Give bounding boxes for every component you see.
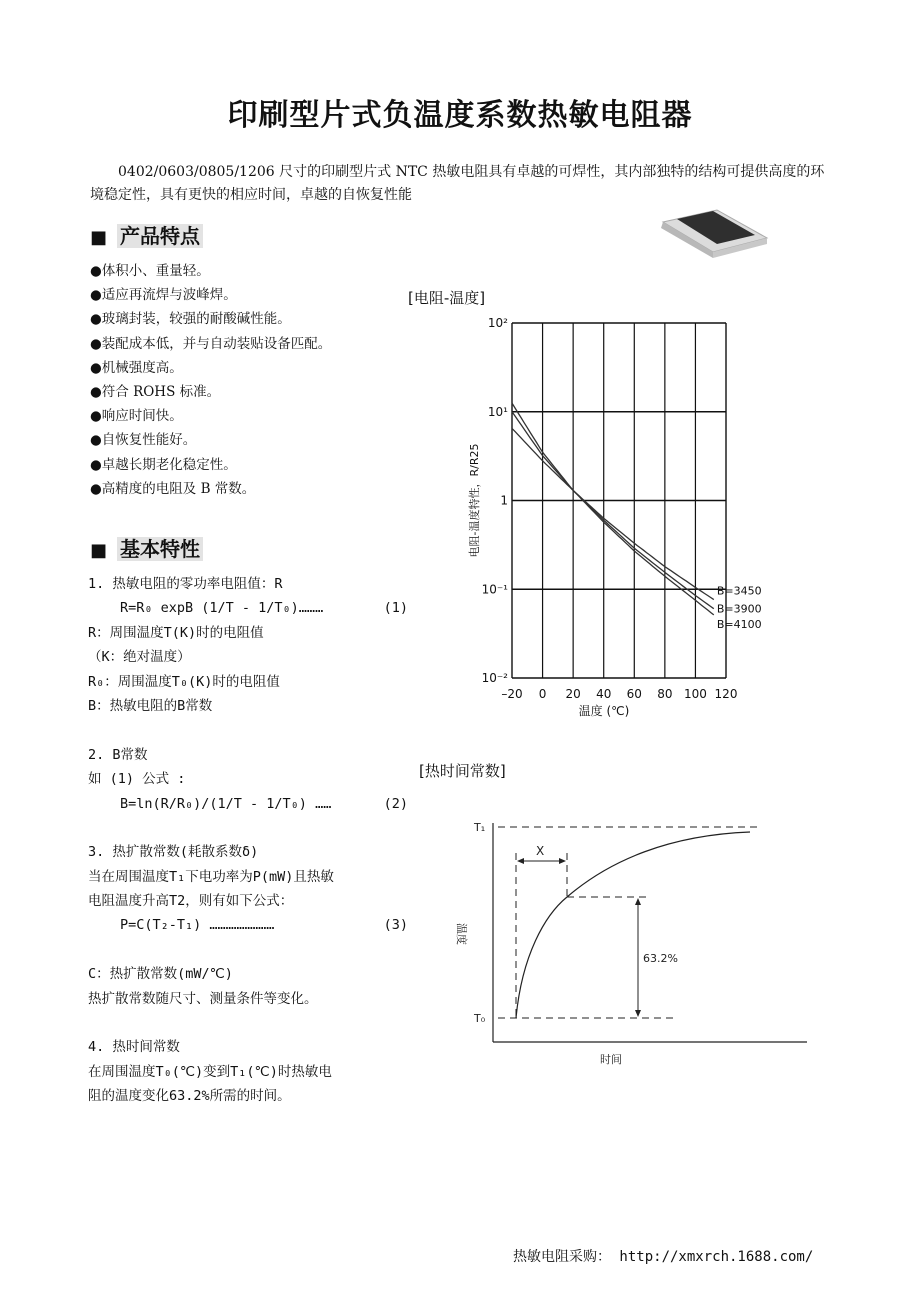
footer-link[interactable]: 热敏电阻采购： http://xmxrch.1688.com/ [513,1249,814,1265]
list-item: ●响应时间快。 [90,408,183,425]
x-tick-label: 60 [626,687,642,701]
arrow-up-icon [635,898,641,905]
text-line: 当在周围温度T₁下电功率为P(mW)且热敏 [88,868,334,885]
basic-properties [88,572,408,1109]
intro-paragraph: 0402/0603/0805/1206 尺寸的印刷型片式 NTC 热敏电阻具有卓越的可焊性，其内部独特的结构可提供高度的环境稳定性，具有更快的相应时间，卓越的自恢复性能 [90,164,825,203]
page-title: 印刷型片式负温度系数热敏电阻器 [227,98,693,133]
arrow-right-icon [559,858,566,864]
x-tick-label: 120 [714,687,738,701]
series-label: B=3900 [716,602,762,616]
x-axis-label: 时间 [600,1053,622,1066]
square-bullet-icon: ■ [90,540,108,561]
formula-1: R=R₀ expB (1/T - 1/T₀)……… (1) [120,600,408,617]
y-tick-label: 10⁻¹ [481,582,508,597]
basic-heading: ■ 基本特性 [90,533,203,562]
series-label: B=4100 [716,617,762,631]
x-tick-label: 40 [596,687,612,701]
y-tick-label: 1 [500,493,508,508]
text-line: R：周围温度T(K)时的电阻值 [88,624,264,641]
text-line: 在周围温度T₀(℃)变到T₁(℃)时热敏电 [88,1063,332,1080]
response-curve [516,832,750,1018]
text-line: （K：绝对温度） [88,649,191,666]
t1-label: T₁ [474,821,486,834]
text-line: 电阻温度升高T2，则有如下公式： [88,893,294,910]
list-item: ●装配成本低，并与自动装贴设备匹配。 [90,335,332,352]
text-line: 1. 热敏电阻的零功率电阻值：R [88,576,283,592]
t0-label: T₀ [474,1012,486,1025]
list-item: ●自恢复性能好。 [90,432,197,449]
percent-label: 63.2% [643,952,678,965]
text-line: 4. 热时间常数 [88,1039,180,1056]
arrow-left-icon [517,858,524,864]
y-tick-label: 10¹ [487,404,508,419]
list-item: ●体积小、重量轻。 [90,263,210,279]
chip-image [655,208,775,260]
x-interval-label: X [536,844,545,858]
arrow-down-icon [635,1010,641,1017]
formula-2: B=ln(R/R₀)/(1/T - 1/T₀) …… (2) [120,795,408,812]
x-axis-label: 温度 (℃) [578,704,630,718]
x-tick-label: 100 [683,687,707,701]
x-tick-label: 80 [657,687,673,701]
tc-chart [440,805,820,1075]
list-item: ●高精度的电阻及 B 常数。 [90,480,256,497]
text-line: 阻的温度变化63.2%所需的时间。 [88,1088,291,1105]
features-heading: ■ 产品特点 [90,220,203,249]
x-tick-label: 20 [565,687,581,701]
text-line: 热扩散常数随尺寸、测量条件等变化。 [88,990,318,1007]
text-line: 如 (1) 公式 : [88,771,186,788]
x-tick-label: –20 [501,687,523,701]
y-tick-label: 10⁻² [481,671,508,685]
list-item: ●卓越长期老化稳定性。 [90,456,237,473]
y-tick-label: 10² [487,316,508,330]
square-bullet-icon: ■ [90,227,108,248]
text-line: 2. B常数 [88,746,148,763]
formula-3: P=C(T₂-T₁) …………………… (3) [120,917,408,934]
y-axis-label: 电阻-温度特性，R/R25 [468,443,481,558]
text-line: R₀：周围温度T₀(K)时的电阻值 [88,673,280,690]
list-item: ●玻璃封装，较强的耐酸碱性能。 [90,311,291,328]
rt-chart-title: [电阻-温度] [408,289,486,307]
list-item: ●符合 ROHS 标准。 [90,383,221,400]
series-label: B=3450 [716,584,762,598]
features-list [90,259,331,501]
tc-chart-title: [热时间常数] [419,762,506,780]
list-item: ●适应再流焊与波峰焊。 [90,287,237,304]
x-tick-label: 0 [538,687,547,701]
text-line: 3. 热扩散常数(耗散系数δ) [88,844,259,861]
y-axis-label: 温度 [455,923,468,945]
list-item: ●机械强度高。 [90,359,183,376]
text-line: B：热敏电阻的B常数 [88,697,213,714]
rt-chart [440,305,800,725]
text-line: C：热扩散常数(mW/℃) [88,966,233,983]
